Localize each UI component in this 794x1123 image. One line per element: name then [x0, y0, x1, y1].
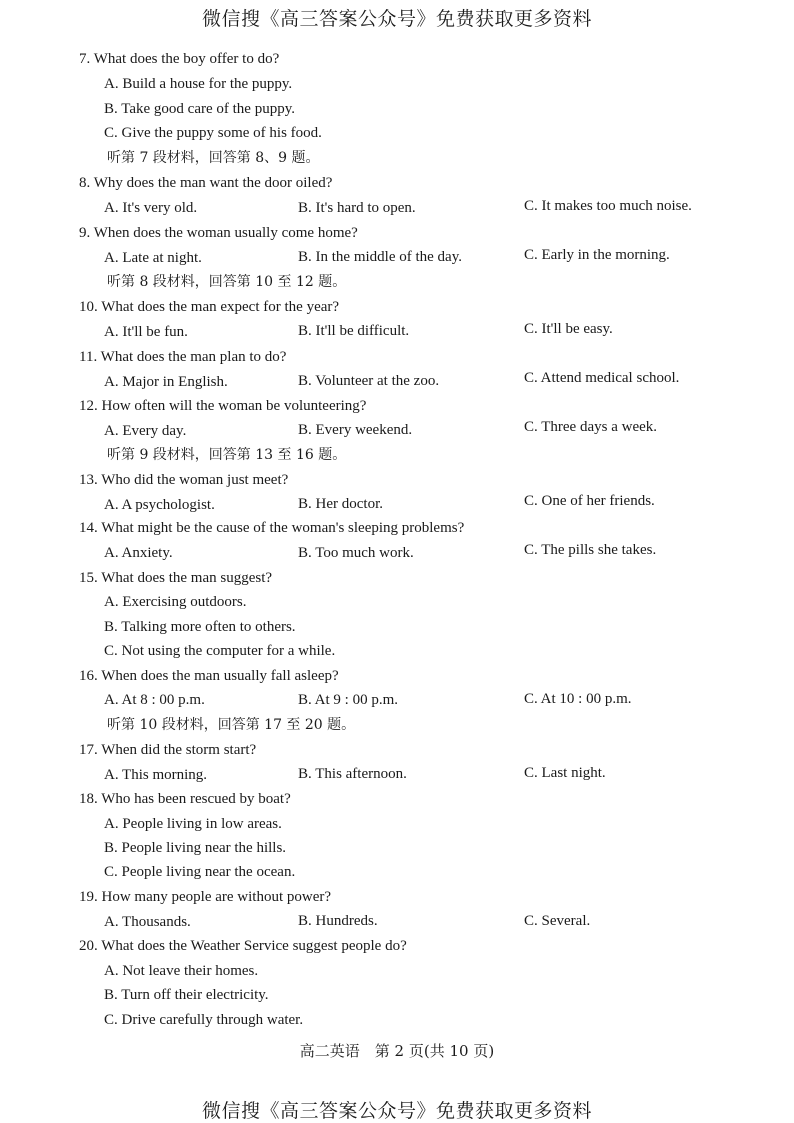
- option-19a: A. Thousands.: [104, 914, 191, 930]
- option-20c: C. Drive carefully through water.: [104, 1012, 304, 1028]
- question-17: 17. When did the storm start?: [79, 742, 257, 758]
- option-14b: B. Too much work.: [298, 545, 414, 561]
- option-7c: C. Give the puppy some of his food.: [104, 125, 322, 141]
- option-14c: C. The pills she takes.: [524, 542, 657, 558]
- option-12b: B. Every weekend.: [298, 422, 413, 438]
- option-11c: C. Attend medical school.: [524, 370, 680, 386]
- question-10: 10. What does the man expect for the year?: [79, 299, 340, 315]
- question-15: 15. What does the man suggest?: [79, 570, 273, 586]
- option-7a: A. Build a house for the puppy.: [104, 76, 293, 92]
- option-19b: B. Hundreds.: [298, 913, 378, 929]
- option-12a: A. Every day.: [104, 423, 187, 439]
- question-19: 19. How many people are without power?: [79, 889, 332, 905]
- section-8-instruction: 听第 8 段材料，回答第 10 至 12 题。: [107, 274, 347, 290]
- option-18c: C. People living near the ocean.: [104, 864, 296, 880]
- question-18: 18. Who has been rescued by boat?: [79, 791, 291, 807]
- question-14: 14. What might be the cause of the woman's sleeping problems?: [79, 520, 465, 536]
- option-18a: A. People living in low areas.: [104, 816, 282, 832]
- option-13a: A. A psychologist.: [104, 497, 215, 513]
- option-9a: A. Late at night.: [104, 250, 202, 266]
- section-9-instruction: 听第 9 段材料，回答第 13 至 16 题。: [107, 447, 347, 463]
- option-16a: A. At 8 : 00 p.m.: [104, 692, 205, 708]
- option-17b: B. This afternoon.: [298, 766, 407, 782]
- option-8b: B. It's hard to open.: [298, 200, 416, 216]
- option-9c: C. Early in the morning.: [524, 247, 670, 263]
- option-10a: A. It'll be fun.: [104, 324, 188, 340]
- option-8c: C. It makes too much noise.: [524, 198, 692, 214]
- option-13c: C. One of her friends.: [524, 493, 655, 509]
- option-15a: A. Exercising outdoors.: [104, 594, 247, 610]
- question-8: 8. Why does the man want the door oiled?: [79, 175, 333, 191]
- option-20a: A. Not leave their homes.: [104, 963, 259, 979]
- option-8a: A. It's very old.: [104, 200, 198, 216]
- question-9: 9. When does the woman usually come home?: [79, 225, 358, 241]
- option-16c: C. At 10 : 00 p.m.: [524, 691, 632, 707]
- option-9b: B. In the middle of the day.: [298, 249, 462, 265]
- option-12c: C. Three days a week.: [524, 419, 658, 435]
- promo-banner-top: 微信搜《高三答案公众号》免费获取更多资料: [201, 8, 592, 30]
- option-14a: A. Anxiety.: [104, 545, 173, 561]
- question-13: 13. Who did the woman just meet?: [79, 472, 289, 488]
- option-17a: A. This morning.: [104, 767, 208, 783]
- question-11: 11. What does the man plan to do?: [79, 349, 287, 365]
- option-11a: A. Major in English.: [104, 374, 228, 390]
- section-7-instruction: 听第 7 段材料，回答第 8、9 题。: [107, 150, 320, 166]
- option-19c: C. Several.: [524, 913, 591, 929]
- option-20b: B. Turn off their electricity.: [104, 987, 269, 1003]
- option-16b: B. At 9 : 00 p.m.: [298, 692, 399, 708]
- question-7: 7. What does the boy offer to do?: [79, 51, 280, 67]
- option-10b: B. It'll be difficult.: [298, 323, 410, 339]
- option-13b: B. Her doctor.: [298, 496, 383, 512]
- option-10c: C. It'll be easy.: [524, 321, 613, 337]
- option-11b: B. Volunteer at the zoo.: [298, 373, 440, 389]
- section-10-instruction: 听第 10 段材料，回答第 17 至 20 题。: [107, 717, 356, 733]
- question-20: 20. What does the Weather Service suggest people do?: [79, 938, 407, 954]
- option-18b: B. People living near the hills.: [104, 840, 287, 856]
- option-15c: C. Not using the computer for a while.: [104, 643, 336, 659]
- question-16: 16. When does the man usually fall asleep?: [79, 668, 339, 684]
- page-footer: 高二英语 第 2 页(共 10 页): [299, 1042, 495, 1060]
- option-17c: C. Last night.: [524, 765, 606, 781]
- question-12: 12. How often will the woman be volunteering?: [79, 398, 367, 414]
- option-15b: B. Talking more often to others.: [104, 619, 296, 635]
- promo-banner-bottom: 微信搜《高三答案公众号》免费获取更多资料: [201, 1100, 592, 1122]
- option-7b: B. Take good care of the puppy.: [104, 101, 295, 117]
